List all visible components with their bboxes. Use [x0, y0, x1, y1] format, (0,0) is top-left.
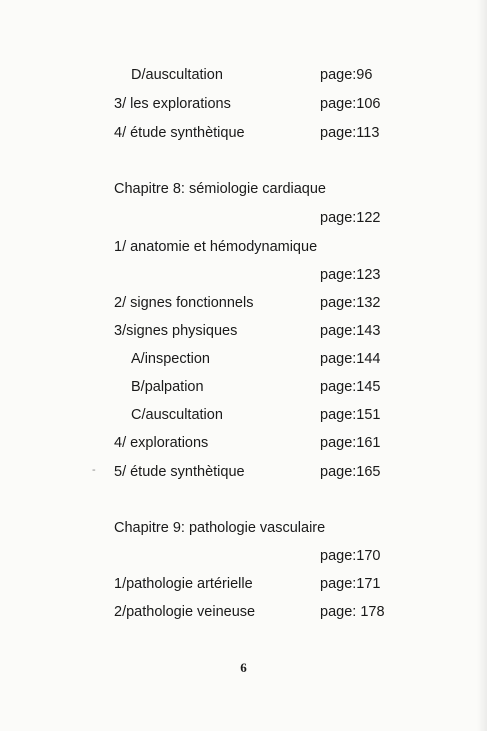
- page-edge-shadow: [477, 0, 487, 731]
- toc-entry-label: 1/ anatomie et hémodynamique: [114, 239, 318, 255]
- toc-page-ref: page:113: [320, 125, 380, 141]
- toc-entry-label: 3/signes physiques: [114, 323, 238, 339]
- toc-page-ref: page:106: [320, 96, 381, 112]
- toc-page-ref: page:96: [320, 67, 373, 83]
- toc-entry-label: B/palpation: [131, 379, 204, 395]
- toc-page-ref: page: 178: [320, 604, 385, 620]
- toc-entry-label: 2/ signes fonctionnels: [114, 295, 254, 311]
- chapter-heading: Chapitre 8: sémiologie cardiaque: [114, 181, 326, 197]
- toc-page-ref: page:144: [320, 351, 381, 367]
- toc-entry-label: 4/ explorations: [114, 435, 209, 451]
- chapter-heading: Chapitre 9: pathologie vasculaire: [114, 520, 326, 536]
- page-number: 6: [240, 660, 247, 675]
- toc-page-ref: page:122: [320, 210, 381, 226]
- toc-page-ref: page:161: [320, 435, 381, 451]
- toc-page-ref: page:145: [320, 379, 381, 395]
- scan-speck: -: [92, 464, 96, 476]
- toc-page-ref: page:132: [320, 295, 381, 311]
- toc-entry-label: A/inspection: [131, 351, 210, 367]
- toc-page-ref: page:143: [320, 323, 381, 339]
- toc-entry-label: 4/ étude synthètique: [114, 125, 245, 141]
- toc-entry-label: 2/pathologie veineuse: [114, 604, 256, 620]
- toc-entry-label: D/auscultation: [131, 67, 223, 83]
- toc-page-ref: page:165: [320, 464, 381, 480]
- toc-entry-label: 3/ les explorations: [114, 96, 231, 112]
- toc-page-ref: page:171: [320, 576, 381, 592]
- toc-entry-label: 5/ étude synthètique: [114, 464, 245, 480]
- toc-page-ref: page:151: [320, 407, 381, 423]
- toc-entry-label: 1/pathologie artérielle: [114, 576, 253, 592]
- toc-page-ref: page:123: [320, 267, 381, 283]
- toc-entry-label: C/auscultation: [131, 407, 223, 423]
- toc-page-ref: page:170: [320, 548, 381, 564]
